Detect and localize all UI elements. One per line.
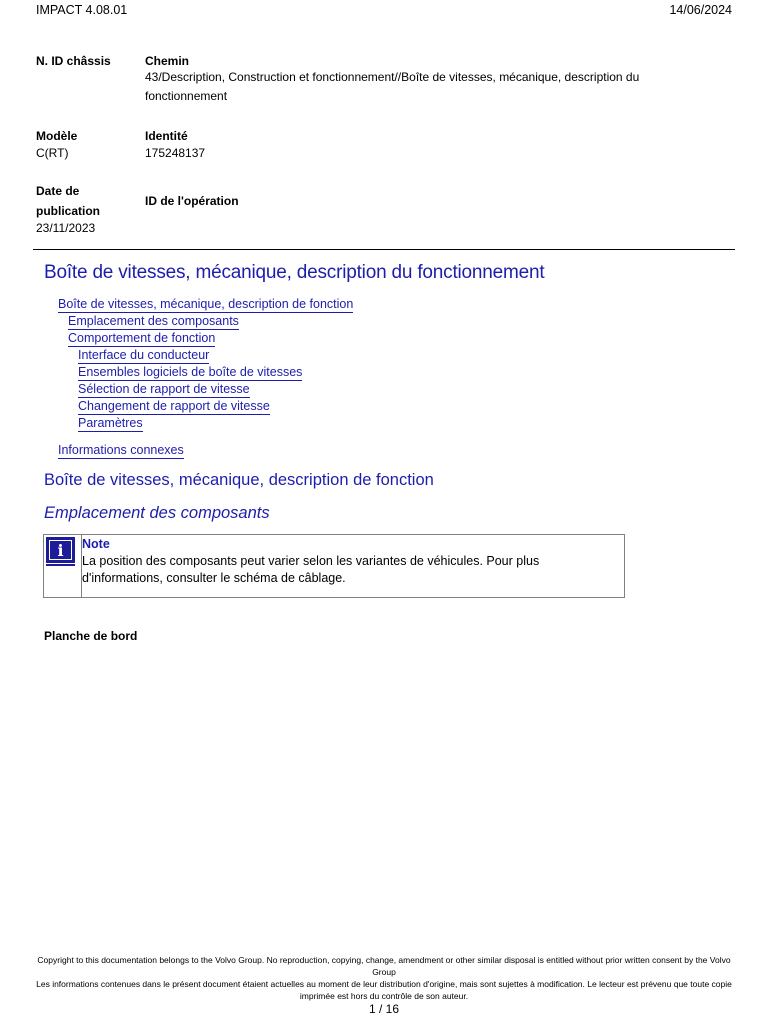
note-text: La position des composants peut varier selon les variantes de véhicules. Pour plus d'informations, consulter le schéma de câblage.: [82, 554, 540, 585]
note-title: Note: [82, 537, 110, 551]
footer-copyright: [33, 954, 735, 1002]
path-value: 43/Description, Construction et fonctionnement//Boîte de vitesses, mécanique, description du fonctionnement: [145, 70, 640, 103]
note-box: [43, 534, 625, 598]
toc-link-comportement-fonction[interactable]: Comportement de fonction: [68, 331, 216, 345]
model-value: C(RT): [36, 146, 69, 160]
model-label: Modèle: [36, 129, 78, 143]
app-version: IMPACT 4.08.01: [36, 3, 128, 17]
note-icon-cell: [44, 535, 82, 597]
publication-date-value: 23/11/2023: [36, 221, 96, 235]
subsection-heading: Emplacement des composants: [44, 504, 270, 522]
toc-link-interface-conducteur[interactable]: Interface du conducteur: [78, 348, 210, 362]
info-icon: i: [46, 537, 75, 563]
toc-link-selection-rapport[interactable]: Sélection de rapport de vitesse: [78, 382, 250, 396]
toc-link-parametres[interactable]: Paramètres: [78, 416, 143, 430]
print-date: 14/06/2024: [669, 3, 732, 17]
identity-label: Identité: [145, 129, 188, 143]
toc-link-informations-connexes[interactable]: Informations connexes: [58, 443, 184, 457]
info-icon-underline: [46, 564, 75, 566]
path-label: Chemin: [145, 54, 190, 68]
toc-link-changement-rapport[interactable]: Changement de rapport de vitesse: [78, 399, 270, 413]
publication-date-label-line1: Date de: [36, 184, 80, 198]
section-heading: Boîte de vitesses, mécanique, description de fonction: [44, 471, 434, 489]
footer-copyright-fr: Les informations contenues dans le présent document étaient actuelles au moment de leur distribution d'origine, mais sont sujettes à modification. Le lecteur est prévenu que toute copie imprimée est hors du contrôle de son auteur.: [36, 979, 732, 1001]
header-divider: [33, 249, 735, 250]
document-title: Boîte de vitesses, mécanique, description du fonctionnement: [44, 262, 545, 283]
chassis-id-label: N. ID châssis: [36, 54, 111, 68]
toc-link-emplacement-composants[interactable]: Emplacement des composants: [68, 314, 239, 328]
planche-de-bord-heading: Planche de bord: [44, 629, 138, 643]
identity-value: 175248137: [145, 146, 206, 160]
operation-id-label: ID de l'opération: [145, 194, 239, 208]
publication-date-label-line2: publication: [36, 204, 100, 218]
toc-link-ensembles-logiciels[interactable]: Ensembles logiciels de boîte de vitesses: [78, 365, 303, 379]
toc-link-description-de-fonction[interactable]: Boîte de vitesses, mécanique, description de fonction: [58, 297, 354, 311]
footer-copyright-en: Copyright to this documentation belongs to the Volvo Group. No reproduction, copying, change, amendment or other similar disposal is entitled without prior written consent by the Volvo Group: [37, 955, 731, 977]
page-number: 1 / 16: [368, 1002, 400, 1016]
